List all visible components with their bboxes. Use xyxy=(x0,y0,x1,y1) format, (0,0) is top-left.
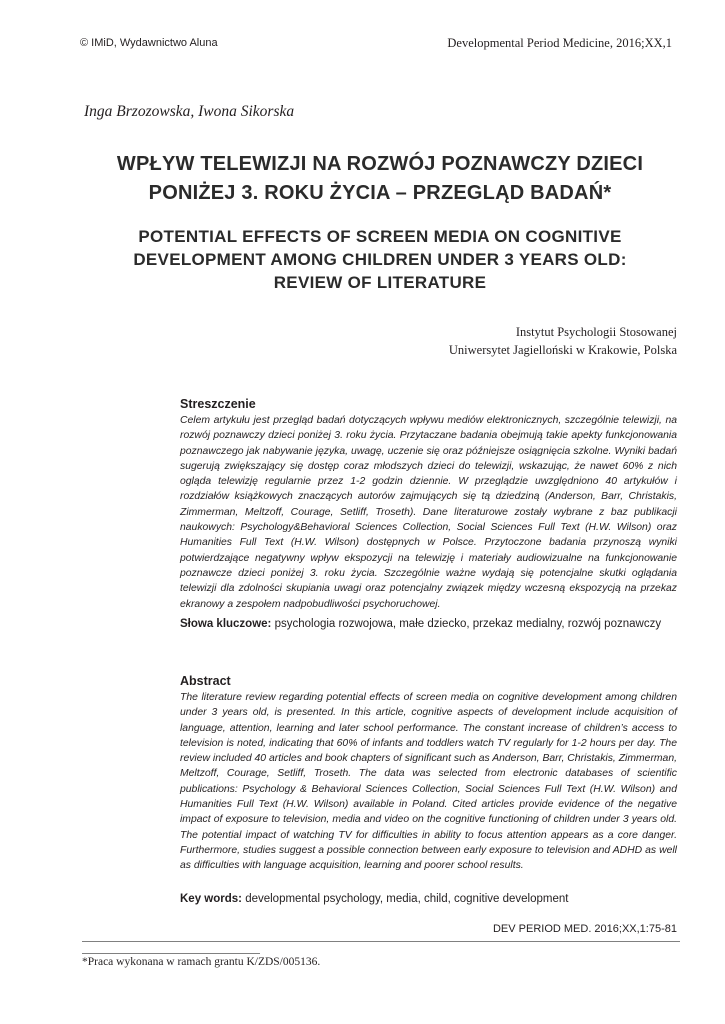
slowa-kluczowe-text: psychologia rozwojowa, małe dziecko, przekaz medialny, rozwój poznawczy xyxy=(271,618,662,630)
title-english-line-2: DEVELOPMENT AMONG CHILDREN UNDER 3 YEARS OLD: xyxy=(133,250,627,269)
slowa-kluczowe xyxy=(180,618,677,630)
key-words-text: developmental psychology, media, child, cognitive development xyxy=(242,893,569,905)
streszczenie-heading: Streszczenie xyxy=(180,397,256,411)
title-polish-line-1: WPŁYW TELEWIZJI NA ROZWÓJ POZNAWCZY DZIECI xyxy=(116,153,644,175)
affiliation-line-2: Uniwersytet Jagielloński w Krakowie, Polska xyxy=(448,343,677,357)
slowa-kluczowe-label: Słowa kluczowe: xyxy=(180,618,272,630)
abstract-heading: Abstract xyxy=(180,674,231,688)
key-words-label: Key words: xyxy=(180,893,242,905)
title-polish-line-2: PONIŻEJ 3. ROKU ŻYCIA – PRZEGLĄD BADAŃ* xyxy=(148,182,612,204)
key-words xyxy=(180,893,677,905)
abstract-section xyxy=(180,674,677,874)
streszczenie-body: Celem artykułu jest przegląd badań dotyczących wpływu mediów elektronicznych, szczególnie telewizji, na rozwój poznawczy dzieci poniżej 3. roku życia. Przytaczane badania obejmują takie apekty funkcjonowania poznawczego jak nabywanie języka, uwagę, uczenie się oraz późniejsze osiągnięcia szkolne. Wyniki badań sugerują zwiększający się dostęp coraz młodszych dzieci do telewizji, wskazując, że nawet 60% z nich ogląda telewizję regularnie przez 1-2 godzin dziennie. W przeglądzie uwzględniono 40 artykułów i rozdziałów książkowych znaczących autorów zajmujących się tą dziedziną (Anderson, Barr, Christakis, Zimmerman, Meltzoff, Courage, Setliff, Troseth). Dane literaturowe zostały wybrane z baz publikacji naukowych: Psychology&Behavioral Sciences Collection, Social Sciences Full Text (H.W. Wilson) oraz Humanities Full Text (H.W. Wilson) dostępnych w Polsce. Przytoczone badania przynoszą wyniki potwierdzające negatywny wpływ ekspozycji na telewizję i materiały audiowizualne na funkcjonowanie poznawcze dzieci poniżej 3. roku życia. Szczególnie ważne wydają się potencjalne skutki oglądania telewizji dla zdolności skupiania uwagi oraz potencjalny związek między wczesną ekspozycją na przekaz ekranowy a zespołem nadpobudliwości psychoruchowej. xyxy=(180,415,677,610)
affiliation-line-1: Instytut Psychologii Stosowanej xyxy=(515,325,677,339)
title-english-line-1: POTENTIAL EFFECTS OF SCREEN MEDIA ON COGNITIVE xyxy=(138,227,622,246)
authors: Inga Brzozowska, Iwona Sikorska xyxy=(84,103,295,120)
affiliation xyxy=(449,323,677,359)
streszczenie-section xyxy=(180,397,677,612)
abstract-body: The literature review regarding potential effects of screen media on cognitive development among children under 3 years old, is presented. In this article, cognitive aspects of development include acquisition of language, attention, learning and later school performance. The constant increase of children’s access to television is noted, indicating that 60% of infants and toddlers watch TV regularly for 1-2 hours per day. The review included 40 articles and book chapters of significant such as Anderson, Barr, Christakis, Zimmerman, Meltzoff, Courage, Setliff, Troseth. The data was selected from electronic databases of scientific publications: Psychology & Behavioral Sciences Collection, Social Sciences Full Text (H.W. Wilson) and Humanities Full Text (H.W. Wilson) available in Poland. Cited articles provide evidence of the negative impact of exposure to television, media and video on the cognitive functioning of children under 3 years old. The potential impact of watching TV for difficulties in ability to focus attention appears as a core danger. Furthermore, studies suggest a possible connection between early exposure to television and ADHD as well as difficulties with language acquisition, learning and poorer school results. xyxy=(180,692,677,872)
footnote: *Praca wykonana w ramach grantu K/ZDS/005136. xyxy=(82,956,321,968)
title-english xyxy=(60,225,700,294)
journal-reference: DEV PERIOD MED. 2016;XX,1:75-81 xyxy=(492,923,677,935)
title-polish xyxy=(60,150,700,208)
footer-divider xyxy=(82,941,680,942)
publisher-header: © IMiD, Wydawnictwo Aluna xyxy=(80,37,218,49)
footnote-divider xyxy=(82,953,260,954)
title-english-line-3: REVIEW OF LITERATURE xyxy=(273,273,487,292)
journal-header: Developmental Period Medicine, 2016;XX,1 xyxy=(447,36,672,50)
